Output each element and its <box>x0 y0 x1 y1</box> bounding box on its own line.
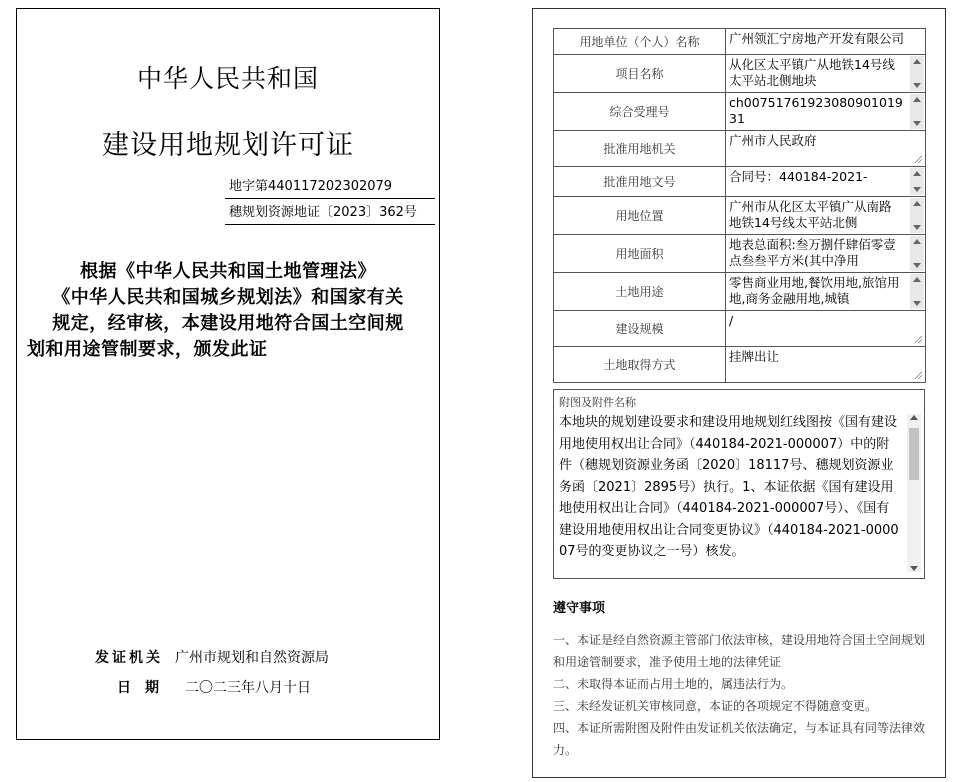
issue-date <box>117 677 311 697</box>
row-value: 广州市人民政府 <box>729 133 817 148</box>
row-value: ch007517619230809010193​1 <box>729 95 903 126</box>
row-label: 批准用地机关 <box>554 131 726 167</box>
certificate-cover <box>16 8 440 740</box>
field-scrollbar[interactable] <box>910 56 924 91</box>
row-value-field[interactable] <box>726 273 926 311</box>
row-value-field[interactable] <box>726 93 926 131</box>
details-row <box>554 167 926 197</box>
declaration-line: 规定，经审核，本建设用地符合国土空间规 <box>52 313 404 334</box>
row-value-field[interactable] <box>726 347 926 383</box>
scroll-down-icon[interactable] <box>913 121 921 126</box>
scroll-up-icon[interactable] <box>913 97 921 102</box>
issuer <box>95 647 329 667</box>
row-value-field[interactable] <box>726 29 926 55</box>
row-value-field[interactable] <box>726 131 926 167</box>
field-scrollbar[interactable] <box>910 236 924 271</box>
row-value-field[interactable] <box>726 197 926 235</box>
details-row <box>554 55 926 93</box>
title-country: 中华人民共和国 <box>136 64 319 93</box>
date-label: 日期 <box>117 680 173 696</box>
scroll-up-icon[interactable] <box>910 415 918 420</box>
details-row <box>554 235 926 273</box>
row-label: 用地位置 <box>554 197 726 235</box>
row-label: 批准用地文号 <box>554 167 726 197</box>
field-scrollbar[interactable] <box>910 94 924 129</box>
scroll-down-icon[interactable] <box>913 187 921 192</box>
scroll-up-icon[interactable] <box>913 171 921 176</box>
note-item: 四、本证所需附图及附件由发证机关依法确定，与本证具有同等法律效力。 <box>553 721 926 757</box>
details-row <box>554 93 926 131</box>
row-value: 广州领汇宁房地产开发有限公司 <box>729 31 905 46</box>
scroll-down-icon[interactable] <box>913 83 921 88</box>
declaration-line: 根据《中华人民共和国土地管理法》 <box>80 261 376 282</box>
row-value-field[interactable] <box>726 55 926 93</box>
title-certificate: 建设用地规划许可证 <box>102 130 354 161</box>
scroll-down-icon[interactable] <box>910 566 918 571</box>
details-row <box>554 197 926 235</box>
details-row <box>554 273 926 311</box>
declaration-line: 《中华人民共和国城乡规划法》和国家有关 <box>52 287 404 308</box>
declaration-line: 划和用途管制要求，颁发此证 <box>27 339 268 360</box>
declaration <box>17 259 439 363</box>
attachment-scrollbar[interactable] <box>907 414 921 572</box>
field-scrollbar[interactable] <box>910 198 924 233</box>
row-value-field[interactable] <box>726 167 926 197</box>
row-value: 合同号：440184-2021- <box>729 169 868 184</box>
issuer-value: 广州市规划和自然资源局 <box>175 650 329 666</box>
date-value: 二〇二三年八月十日 <box>185 680 311 696</box>
row-label: 用地面积 <box>554 235 726 273</box>
row-value: / <box>729 313 734 328</box>
scroll-up-icon[interactable] <box>913 59 921 64</box>
row-value: 广州市从化区太平镇广从南路地铁14号线太平站北侧 <box>729 199 892 230</box>
row-label: 用地单位（个人）名称 <box>554 29 726 55</box>
issuer-label: 发证机关 <box>95 650 163 666</box>
scroll-down-icon[interactable] <box>913 301 921 306</box>
row-label: 综合受理号 <box>554 93 726 131</box>
field-scrollbar[interactable] <box>910 168 924 195</box>
scroll-up-icon[interactable] <box>913 277 921 282</box>
resize-grip-icon[interactable] <box>915 372 922 379</box>
row-value: 地表总面积:叁万捌仟肆佰零壹点叁叁平方米(其中净用 <box>729 237 896 268</box>
note-item: 三、未经发证机关审核同意，本证的各项规定不得随意变更。 <box>553 699 878 713</box>
row-value: 零售商业用地,餐饮用地,旅馆用地,商务金融用地,城镇 <box>729 275 900 306</box>
document-number: 穗规划资源地证〔2023〕362号 <box>225 201 435 225</box>
notes-list <box>553 629 931 761</box>
resize-grip-icon[interactable] <box>915 336 922 343</box>
row-value-field[interactable] <box>726 235 926 273</box>
details-row <box>554 311 926 347</box>
row-value: 挂牌出让 <box>729 349 780 364</box>
field-scrollbar[interactable] <box>910 274 924 309</box>
scroll-thumb[interactable] <box>909 428 919 480</box>
row-value-field[interactable] <box>726 311 926 347</box>
scroll-up-icon[interactable] <box>913 239 921 244</box>
certificate-details <box>532 8 946 778</box>
notes-title: 遵守事项 <box>553 601 606 616</box>
row-value: 从化区太平镇广从地铁14号线太平站北侧地块 <box>729 57 895 88</box>
scroll-down-icon[interactable] <box>913 225 921 230</box>
details-row <box>554 347 926 383</box>
details-table <box>553 28 926 383</box>
scroll-down-icon[interactable] <box>913 263 921 268</box>
scroll-up-icon[interactable] <box>913 201 921 206</box>
resize-grip-icon[interactable] <box>915 156 922 163</box>
row-label: 建设规模 <box>554 311 726 347</box>
row-label: 土地用途 <box>554 273 726 311</box>
attachment-text: 本地块的规划建设要求和建设用地规划红线图按《国有建设用地使用权出让合同》（440184-2021-000007）中的附件（穗规划资源业务函〔2020〕18117号、穗规划资源业务函〔2021〕2895号）执行。1、本证依据《国有建设用地使用权出让合同》（440184-2021-000007号）、《国有建设用地使用权出让合同变更协议》（440184-2021-000007号的变更协议之一号）核发。 <box>559 415 899 559</box>
row-label: 项目名称 <box>554 55 726 93</box>
note-item: 一、本证是经自然资源主管部门依法审核，建设用地符合国土空间规划和用途管制要求，准予使用土地的法律凭证 <box>553 633 926 669</box>
note-item: 二、未取得本证而占用土地的，属违法行为。 <box>553 677 794 691</box>
attachment-box[interactable] <box>553 389 925 579</box>
details-row <box>554 29 926 55</box>
land-number: 地字第440117202302079 <box>225 175 435 199</box>
attachment-caption: 附图及附件名称 <box>559 396 636 409</box>
details-row <box>554 131 926 167</box>
row-label: 土地取得方式 <box>554 347 726 383</box>
